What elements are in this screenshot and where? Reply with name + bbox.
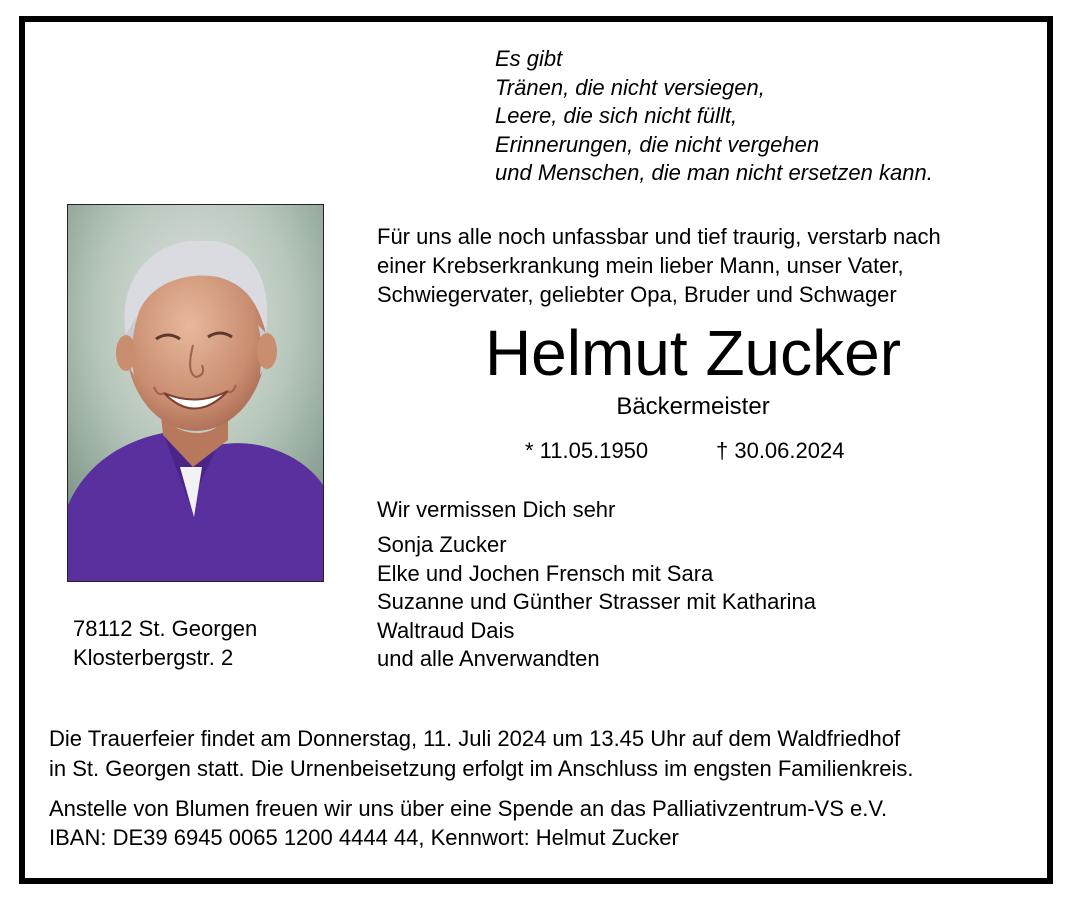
ceremony-line: Die Trauerfeier findet am Donnerstag, 11. Juli 2024 um 13.45 Uhr auf dem Waldfriedhof: [49, 726, 901, 751]
intro-line: Schwiegervater, geliebter Opa, Bruder und Schwager: [377, 282, 897, 307]
ceremony-notice: [49, 724, 914, 783]
mourners-list: [377, 531, 816, 674]
mourner-name: Elke und Jochen Frensch mit Sara: [377, 560, 714, 586]
address: [73, 614, 257, 672]
mourner-name: Waltraud Dais: [377, 617, 515, 643]
poem-line: Es gibt: [495, 46, 563, 71]
ceremony-line: in St. Georgen statt. Die Urnenbeisetzung erfolgt im Anschluss im engsten Familienkreis.: [49, 755, 914, 781]
portrait-photo: [67, 204, 324, 582]
death-date: † 30.06.2024: [716, 438, 845, 463]
intro-line: Für uns alle noch unfassbar und tief traurig, verstarb nach: [377, 224, 941, 249]
poem-line: und Menschen, die man nicht ersetzen kann.: [495, 160, 933, 185]
poem: [495, 45, 933, 188]
mourning-heading: Wir vermissen Dich sehr: [377, 497, 616, 522]
portrait-illustration: [68, 205, 323, 581]
birth-date: * 11.05.1950: [525, 438, 649, 463]
mourner-name: Suzanne und Günther Strasser mit Katharina: [377, 589, 817, 614]
deceased-profession: Bäckermeister: [616, 393, 770, 420]
address-city: 78112 St. Georgen: [73, 616, 258, 641]
donation-notice: [49, 795, 887, 852]
intro-line: einer Krebserkrankung mein lieber Mann, unser Vater,: [377, 253, 904, 278]
deceased-name: Helmut Zucker: [484, 317, 902, 389]
donation-iban: IBAN: DE39 6945 0065 1200 4444 44, Kennwort: Helmut Zucker: [49, 824, 679, 850]
poem-line: Erinnerungen, die nicht vergehen: [495, 131, 820, 157]
mourner-name: Sonja Zucker: [377, 532, 507, 557]
donation-line: Anstelle von Blumen freuen wir uns über eine Spende an das Palliativzentrum-VS e.V.: [49, 796, 888, 821]
mourner-name: und alle Anverwandten: [377, 646, 600, 671]
poem-line: Leere, die sich nicht füllt,: [495, 103, 738, 128]
intro-text: [377, 222, 941, 309]
poem-line: Tränen, die nicht versiegen,: [495, 74, 765, 100]
address-street: Klosterbergstr. 2: [73, 645, 234, 670]
